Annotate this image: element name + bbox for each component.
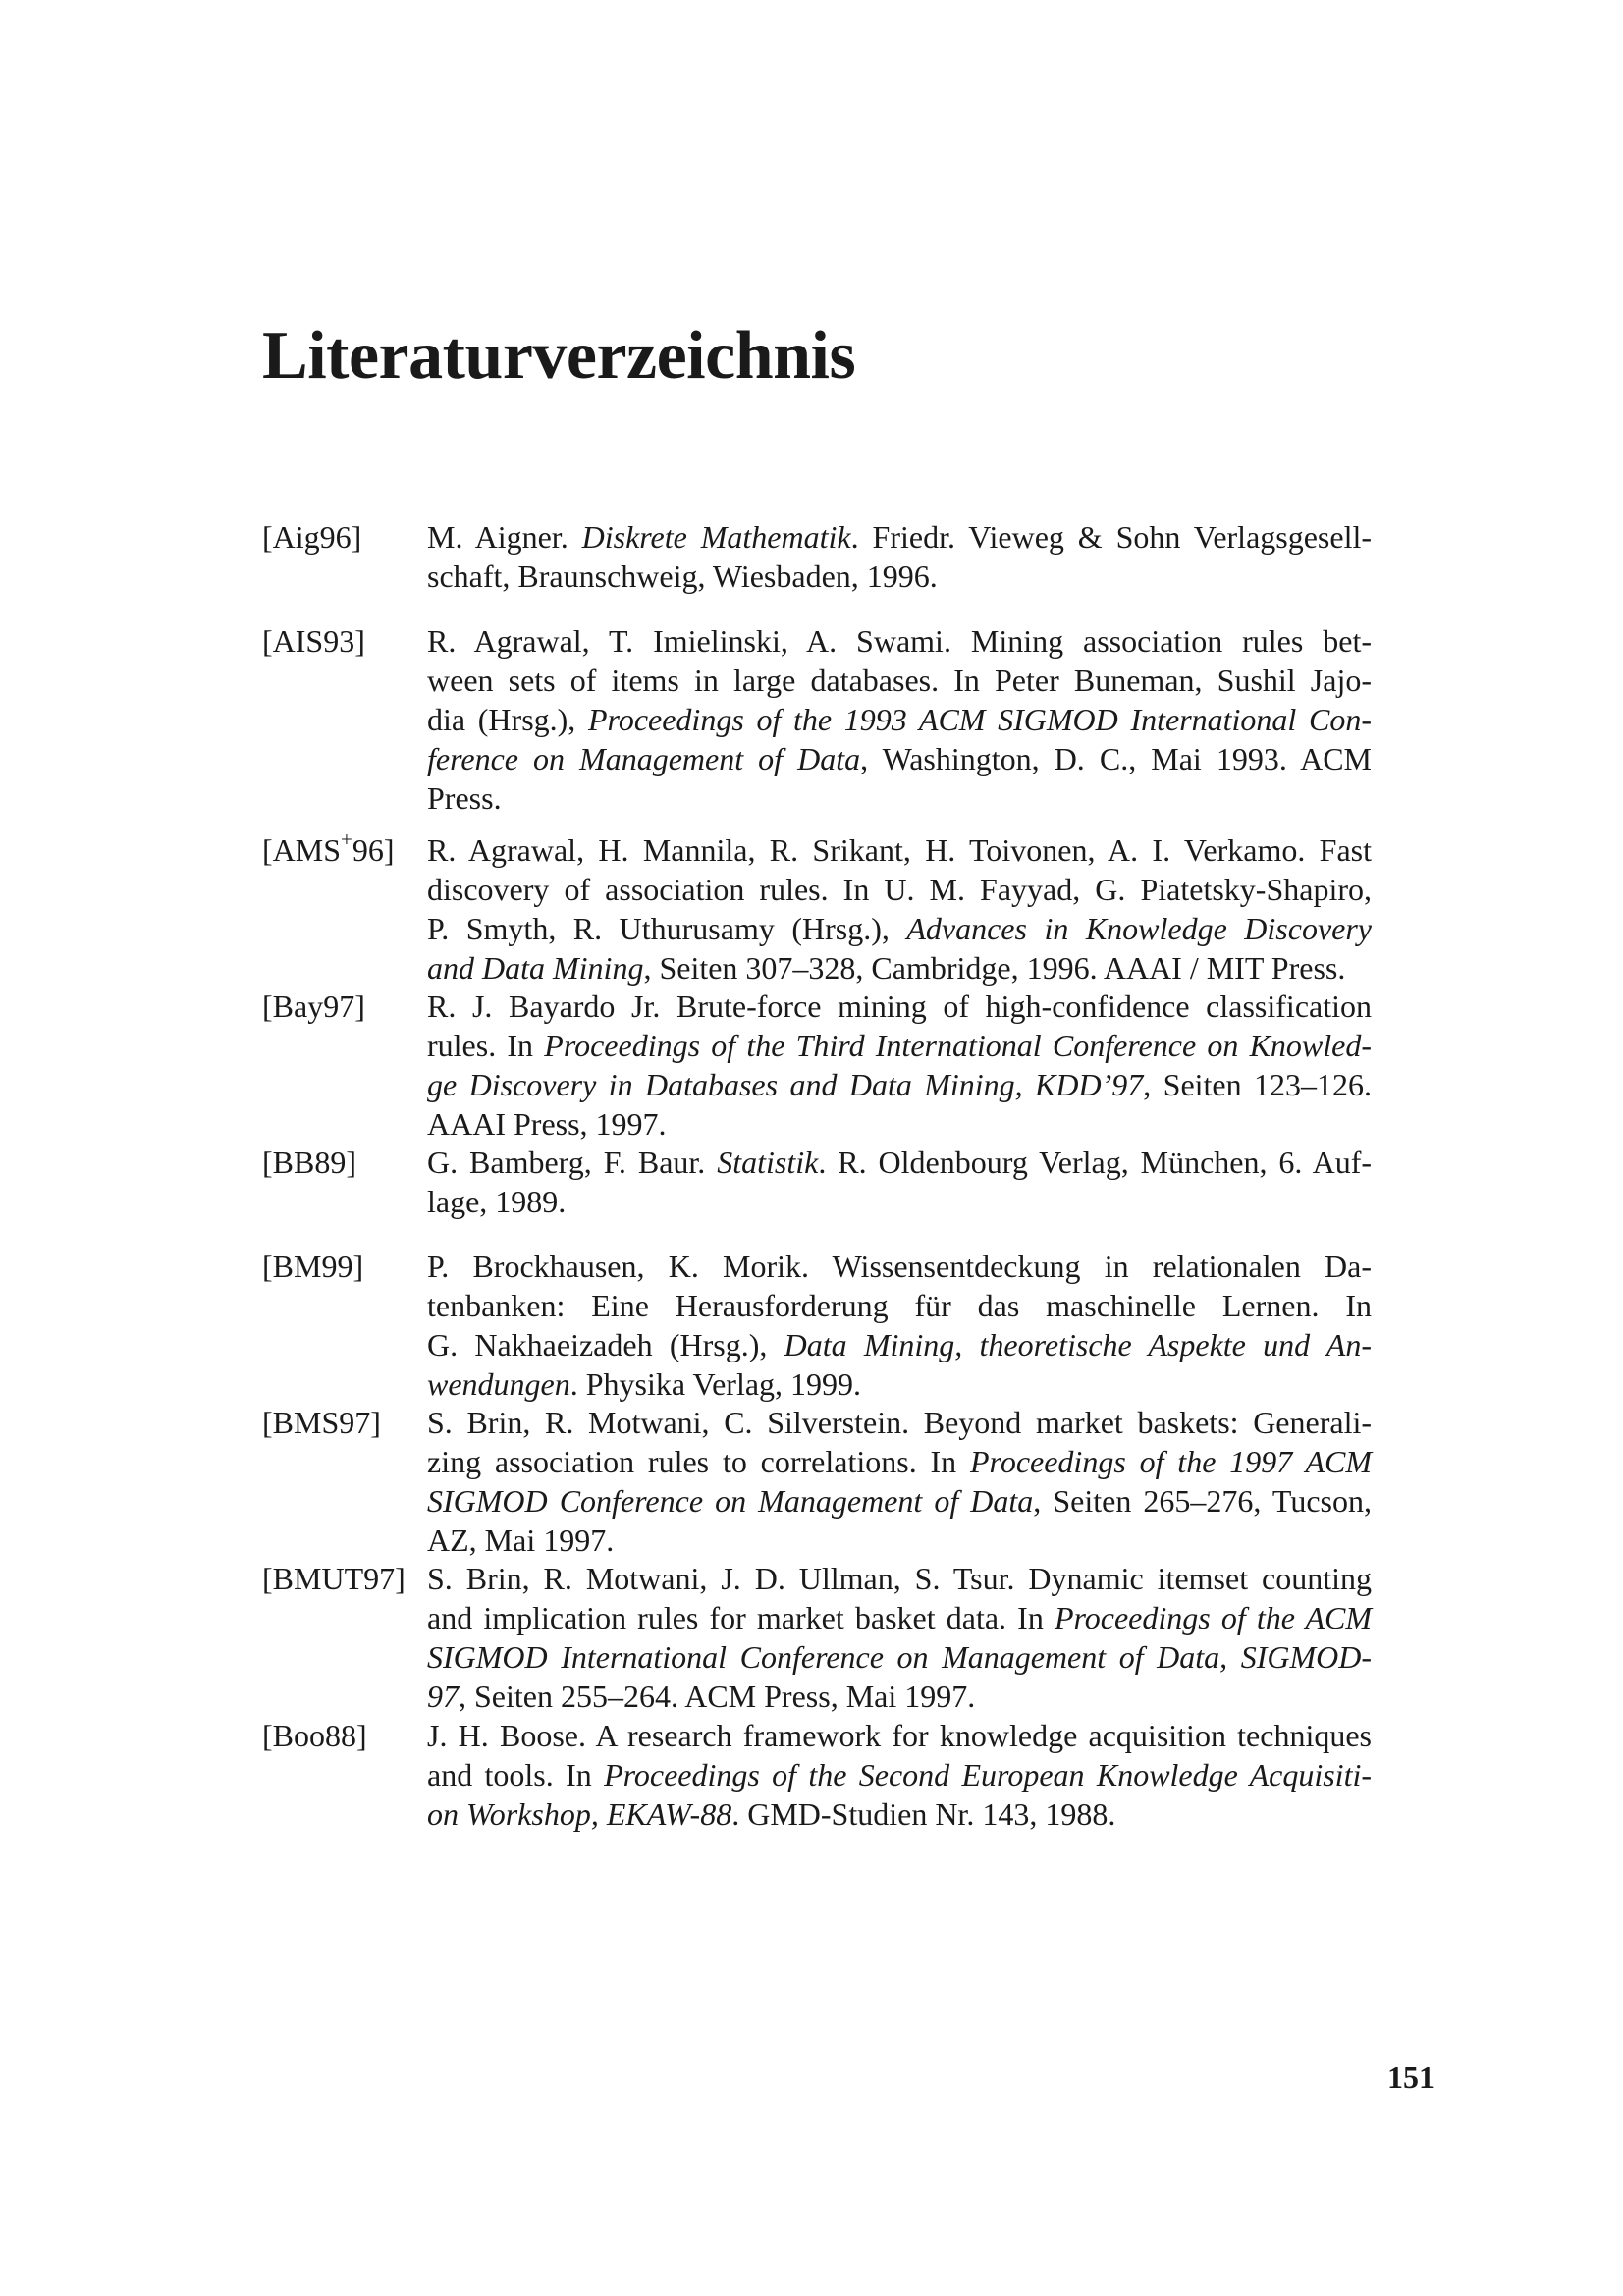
bib-key: [AMS+96] — [262, 828, 395, 868]
bib-key: [BM99] — [262, 1249, 364, 1284]
bib-line: SIGMOD Conference on Management of Data, Seiten 265–276, Tucson, — [427, 1483, 1373, 1519]
bib-text — [427, 1143, 1372, 1221]
bib-line: ference on Management of Data, Washington, D. C., Mai 1993. ACM — [427, 741, 1373, 776]
bib-text — [427, 517, 1372, 596]
bib-text — [427, 1247, 1372, 1404]
bib-line: zing association rules to correlations. In Proceedings of the 1997 ACM — [427, 1444, 1372, 1479]
bib-line: G. Nakhaeizadeh (Hrsg.), Data Mining, theoretische Aspekte und An- — [427, 1327, 1373, 1362]
bib-line: Press. — [427, 780, 502, 816]
bib-line: ween sets of items in large databases. In Peter Buneman, Sushil Jajo- — [427, 663, 1372, 698]
bib-line: discovery of association rules. In U. M. Fayyad, G. Piatetsky-Shapiro, — [427, 872, 1372, 907]
bib-line: SIGMOD International Conference on Management of Data, SIGMOD- — [427, 1639, 1372, 1675]
bib-line: on Workshop, EKAW-88. GMD-Studien Nr. 143, 1988. — [427, 1796, 1116, 1832]
bib-line: R. J. Bayardo Jr. Brute-force mining of high-confidence classification — [427, 988, 1372, 1024]
bib-text — [427, 1559, 1372, 1716]
bib-line: schaft, Braunschweig, Wiesbaden, 1996. — [427, 559, 938, 594]
bib-line: AAAI Press, 1997. — [427, 1106, 667, 1142]
bib-line: J. H. Boose. A research framework for knowledge acquisition techniques — [427, 1718, 1372, 1753]
bib-text — [427, 1716, 1372, 1834]
bib-line: ge Discovery in Databases and Data Mining, KDD’97, Seiten 123–126. — [427, 1067, 1373, 1102]
bib-line: R. Agrawal, H. Mannila, R. Srikant, H. Toivonen, A. I. Verkamo. Fast — [427, 832, 1372, 868]
bib-key: [AIS93] — [262, 623, 365, 659]
page-number: 151 — [1387, 2059, 1434, 2095]
bib-text — [427, 621, 1372, 818]
bib-key: [BMUT97] — [262, 1561, 406, 1596]
bib-line: G. Bamberg, F. Baur. Statistik. R. Oldenbourg Verlag, München, 6. Auf- — [427, 1145, 1373, 1180]
bib-key: [Bay97] — [262, 988, 365, 1024]
bib-line: lage, 1989. — [427, 1184, 567, 1219]
bib-key: [BB89] — [262, 1145, 356, 1180]
bib-key: [Aig96] — [262, 519, 362, 555]
bib-line: tenbanken: Eine Herausforderung für das maschinelle Lernen. In — [427, 1288, 1372, 1323]
bib-key: [Boo88] — [262, 1718, 367, 1753]
bib-text — [427, 987, 1372, 1144]
bib-line: and implication rules for market basket data. In Proceedings of the ACM — [427, 1600, 1373, 1635]
bib-line: M. Aigner. Diskrete Mathematik. Friedr. Vieweg & Sohn Verlagsgesell- — [427, 519, 1373, 555]
bib-line: 97, Seiten 255–264. ACM Press, Mai 1997. — [427, 1679, 976, 1714]
bib-line: rules. In Proceedings of the Third International Conference on Knowled- — [427, 1028, 1373, 1063]
bib-line: wendungen. Physika Verlag, 1999. — [427, 1366, 862, 1402]
bib-line: R. Agrawal, T. Imielinski, A. Swami. Mining association rules bet- — [427, 623, 1372, 659]
page-title: Literaturverzeichnis — [262, 318, 856, 394]
bib-line: dia (Hrsg.), Proceedings of the 1993 ACM SIGMOD International Con- — [427, 702, 1373, 737]
bib-line: and tools. In Proceedings of the Second European Knowledge Acquisiti- — [427, 1757, 1372, 1792]
bib-line: P. Smyth, R. Uthurusamy (Hrsg.), Advances in Knowledge Discovery — [427, 911, 1373, 946]
bib-line: P. Brockhausen, K. Morik. Wissensentdeckung in relationalen Da- — [427, 1249, 1372, 1284]
bib-line: S. Brin, R. Motwani, C. Silverstein. Beyond market baskets: Generali- — [427, 1405, 1372, 1440]
bib-text — [427, 1403, 1372, 1560]
bib-key: [BMS97] — [262, 1405, 381, 1440]
bib-text — [427, 830, 1372, 988]
bib-line: S. Brin, R. Motwani, J. D. Ullman, S. Tsur. Dynamic itemset counting — [427, 1561, 1372, 1596]
bib-line: AZ, Mai 1997. — [427, 1522, 615, 1558]
bib-line: and Data Mining, Seiten 307–328, Cambridge, 1996. AAAI / MIT Press. — [427, 950, 1346, 986]
